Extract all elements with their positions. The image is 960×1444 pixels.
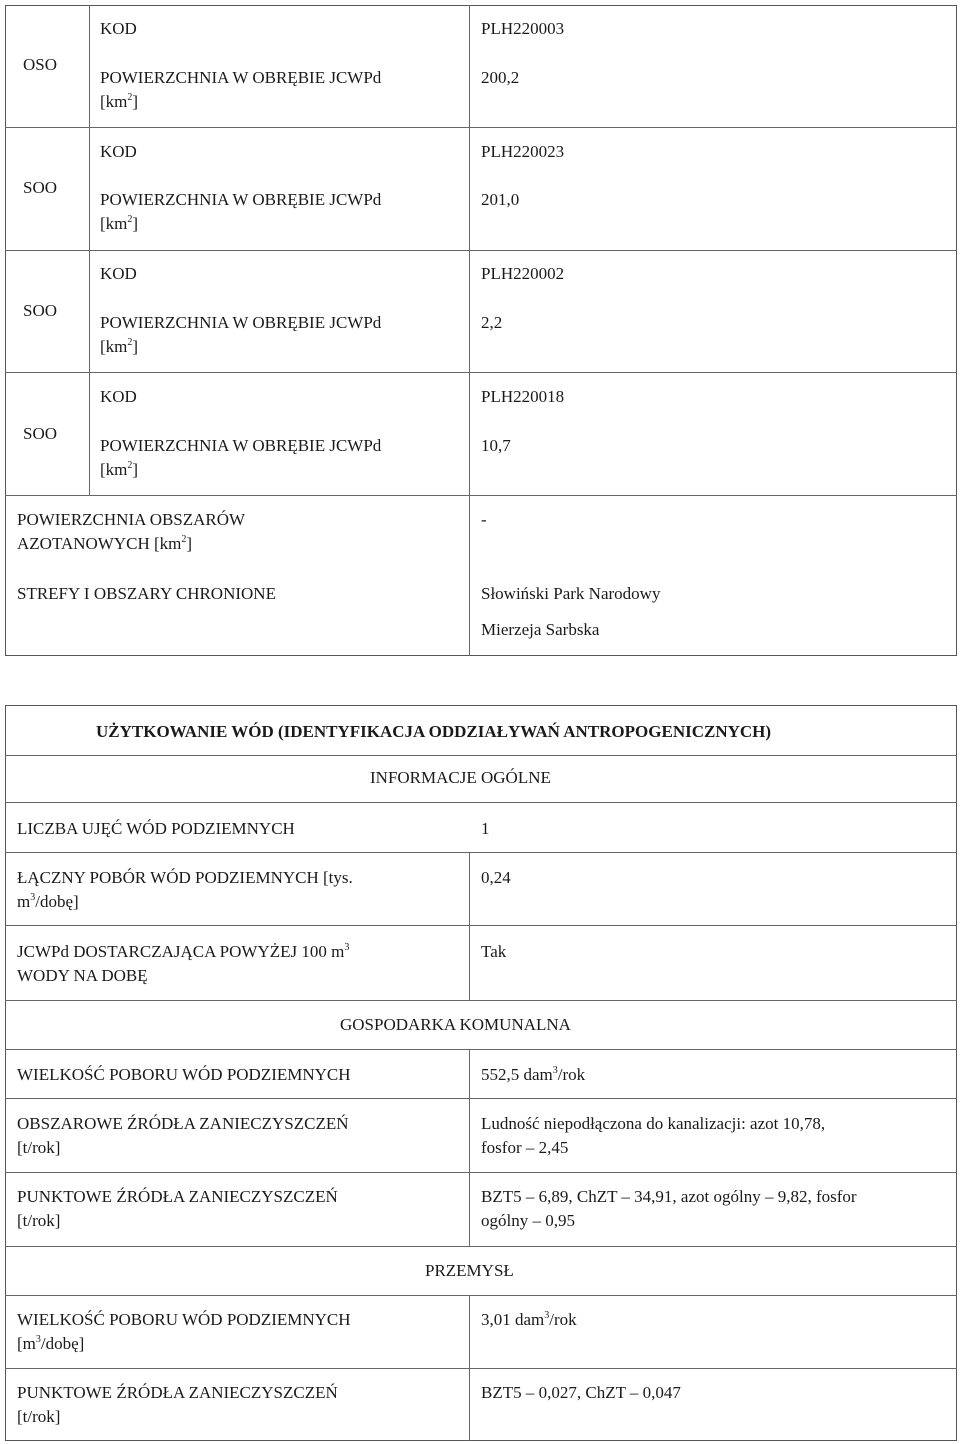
- divider: [5, 852, 957, 853]
- divider: [5, 1172, 957, 1173]
- kod-value: PLH220003: [481, 19, 565, 38]
- abstraction-label: $m^3/dobę$]: [17, 892, 79, 911]
- divider: [5, 372, 957, 373]
- usage-title: UŻYTKOWANIE WÓD (IDENTYFIKACJA ODDZIAŁYWAŃ ANTROPOGENICZNYCH): [96, 722, 772, 741]
- kod-label: KOD: [100, 142, 137, 161]
- intakes-label: LICZBA UJĘĆ WÓD PODZIEMNYCH: [17, 819, 295, 838]
- area-unit: $[km^2]$: [100, 214, 139, 233]
- section-header: GOSPODARKA KOMUNALNA: [340, 1015, 571, 1034]
- point-sources-label: PUNKTOWE ŹRÓDŁA ZANIECZYSZCZEŃ: [17, 1187, 338, 1206]
- supply-label: WODY NA DOBĘ: [17, 966, 148, 985]
- site-type: OSO: [23, 55, 58, 74]
- divider: [5, 1098, 957, 1099]
- point-sources-value: ogólny – 0,95: [481, 1211, 575, 1230]
- protected-value: Słowiński Park Narodowy: [481, 584, 661, 603]
- area-unit: $[km^2]$: [100, 92, 139, 111]
- divider: [5, 1000, 957, 1001]
- nitrate-value: -: [481, 510, 487, 529]
- divider: [469, 1049, 470, 1246]
- abstraction-value: 0,24: [481, 868, 511, 887]
- divider: [469, 852, 470, 1000]
- abstraction-label: ŁĄCZNY POBÓR WÓD PODZIEMNYCH [tys.: [17, 868, 353, 887]
- intakes-value: 1: [481, 819, 490, 838]
- section-header: PRZEMYSŁ: [425, 1261, 514, 1280]
- divider: [5, 250, 957, 251]
- municipal-abstraction-label: WIELKOŚĆ POBORU WÓD PODZIEMNYCH: [17, 1065, 351, 1084]
- nitrate-label: AZOTANOWYCH $[km^2]$: [17, 534, 193, 553]
- protected-value: Mierzeja Sarbska: [481, 620, 600, 639]
- area-sources-value: Ludność niepodłączona do kanalizacji: azot 10,78,: [481, 1114, 826, 1133]
- protected-label: STREFY I OBSZARY CHRONIONE: [17, 584, 276, 603]
- divider: [469, 5, 470, 656]
- area-label: POWIERZCHNIA W OBRĘBIE JCWPd: [100, 190, 382, 209]
- area-label: POWIERZCHNIA W OBRĘBIE JCWPd: [100, 436, 382, 455]
- kod-value: PLH220018: [481, 387, 565, 406]
- area-label: POWIERZCHNIA W OBRĘBIE JCWPd: [100, 313, 382, 332]
- kod-label: KOD: [100, 387, 137, 406]
- divider: [5, 802, 957, 803]
- industry-point-sources-label: [t/rok]: [17, 1407, 61, 1426]
- municipal-abstraction-value: 552,5 dam$^3$/rok: [481, 1065, 586, 1084]
- area-unit: $[km^2]$: [100, 460, 139, 479]
- site-type: SOO: [23, 178, 58, 197]
- area-value: 201,0: [481, 190, 520, 209]
- area-sources-label: [t/rok]: [17, 1138, 61, 1157]
- supply-value: Tak: [481, 942, 507, 961]
- divider: [5, 755, 957, 756]
- divider: [5, 1246, 957, 1247]
- kod-label: KOD: [100, 264, 137, 283]
- section-header: INFORMACJE OGÓLNE: [370, 768, 551, 787]
- area-label: POWIERZCHNIA W OBRĘBIE JCWPd: [100, 68, 382, 87]
- area-value: 200,2: [481, 68, 520, 87]
- divider: [5, 127, 957, 128]
- nitrate-label: POWIERZCHNIA OBSZARÓW: [17, 510, 246, 529]
- kod-value: PLH220023: [481, 142, 565, 161]
- divider: [89, 5, 90, 495]
- divider: [5, 1295, 957, 1296]
- industry-abstraction-label: WIELKOŚĆ POBORU WÓD PODZIEMNYCH: [17, 1310, 351, 1329]
- industry-point-sources-value: BZT5 – 0,027, ChZT – 0,047: [481, 1383, 681, 1402]
- divider: [5, 1049, 957, 1050]
- point-sources-value: BZT5 – 6,89, ChZT – 34,91, azot ogólny – 9,82, fosfor: [481, 1187, 857, 1206]
- kod-label: KOD: [100, 19, 137, 38]
- area-sources-value: fosfor – 2,45: [481, 1138, 569, 1157]
- area-sources-label: OBSZAROWE ŹRÓDŁA ZANIECZYSZCZEŃ: [17, 1114, 349, 1133]
- area-value: 10,7: [481, 436, 511, 455]
- supply-label: JCWPd DOSTARCZAJĄCA POWYŻEJ 100 $m^3$: [17, 942, 350, 961]
- site-type: SOO: [23, 424, 58, 443]
- point-sources-label: [t/rok]: [17, 1211, 61, 1230]
- kod-value: PLH220002: [481, 264, 565, 283]
- site-type: SOO: [23, 301, 58, 320]
- industry-point-sources-label: PUNKTOWE ŹRÓDŁA ZANIECZYSZCZEŃ: [17, 1383, 338, 1402]
- divider: [5, 925, 957, 926]
- industry-abstraction-label: $[m^3/dobę]$: [17, 1334, 85, 1353]
- industry-abstraction-value: 3,01 dam$^3$/rok: [481, 1310, 577, 1329]
- area-unit: $[km^2]$: [100, 337, 139, 356]
- divider: [5, 1368, 957, 1369]
- area-value: 2,2: [481, 313, 503, 332]
- divider: [5, 495, 957, 496]
